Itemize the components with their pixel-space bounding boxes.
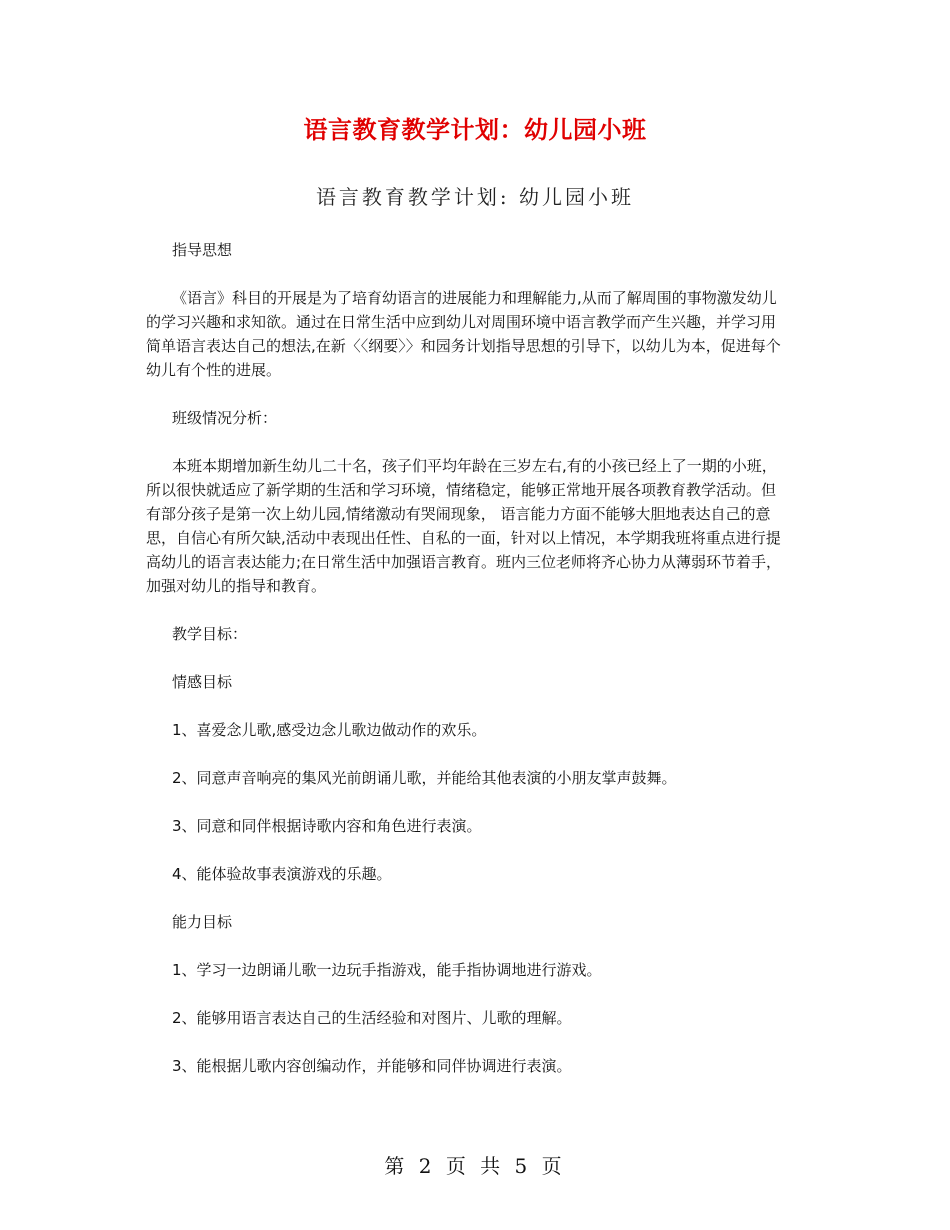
paragraph-guiding: 《语言》科目的开展是为了培育幼语言的进展能力和理解能力,从而了解周围的事物激发幼儿的学习兴趣和求知欲。通过在日常生活中应到幼儿对周围环境中语言教学而产生兴趣，并学习用简单语言表达自己的想法,在新〈〈纲要〉〉和园务计划指导思想的引导下，以幼儿为本，促进每个幼儿有个性的进展。 — [146, 289, 781, 379]
section-heading-guiding: 指导思想 — [172, 241, 233, 259]
list-item: 4、能体验故事表演游戏的乐趣。 — [172, 865, 392, 883]
list-item: 1、学习一边朗诵儿歌一边玩手指游戏，能手指协调地进行游戏。 — [172, 961, 602, 979]
section-heading-ability: 能力目标 — [172, 913, 233, 931]
document-subtitle: 语言教育教学计划: 幼儿园小班 — [315, 185, 635, 209]
list-item: 3、同意和同伴根据诗歌内容和角色进行表演。 — [172, 817, 482, 835]
section-heading-emotion: 情感目标 — [172, 673, 233, 691]
document-body — [146, 238, 812, 1102]
document-title: 语言教育教学计划：幼儿园小班 — [303, 115, 647, 144]
list-item: 2、能够用语言表达自己的生活经验和对图片、儿歌的理解。 — [172, 1009, 572, 1027]
page-footer: 第 2 页 共 5 页 — [384, 1154, 566, 1178]
paragraph-class: 本班本期增加新生幼儿二十名，孩子们平均年龄在三岁左右,有的小孩已经上了一期的小班，所以很快就适应了新学期的生活和学习环境，情绪稳定，能够正常地开展各项教育教学活动。但有部分孩子是第一次上幼儿园,情绪激动有哭闹现象， 语言能力方面不能够大胆地表达自己的意思，自信心有所欠缺,活动中表现出任性、自私的一面，针对以上情况，本学期我班将重点进行提高幼儿的语言表达能力;在日常生活中加强语言教育。班内三位老师将齐心协力从薄弱环节着手，加强对幼儿的指导和教育。 — [146, 457, 782, 595]
list-item: 2、同意声音响亮的集风光前朗诵儿歌，并能给其他表演的小朋友掌声鼓舞。 — [172, 769, 677, 787]
list-item: 3、能根据儿歌内容创编动作，并能够和同伴协调进行表演。 — [172, 1057, 572, 1075]
section-heading-goals: 教学目标： — [172, 625, 248, 643]
list-item: 1、喜爱念儿歌,感受边念儿歌边做动作的欢乐。 — [172, 721, 487, 739]
section-heading-class: 班级情况分析： — [172, 409, 278, 427]
